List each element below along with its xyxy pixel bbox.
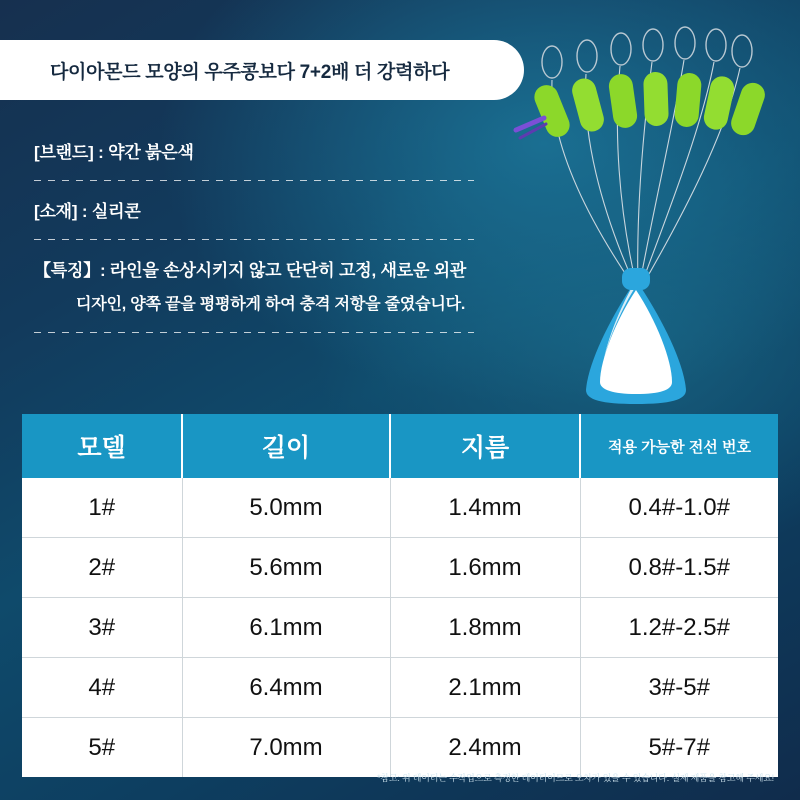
spec-divider — [34, 239, 474, 240]
cell-line-number: 1.2#-2.5# — [580, 598, 778, 658]
cell-line-number: 3#-5# — [580, 658, 778, 718]
cell-length: 6.4mm — [182, 658, 390, 718]
cell-length: 7.0mm — [182, 718, 390, 778]
cell-diameter: 1.8mm — [390, 598, 580, 658]
table-header-row — [22, 414, 778, 478]
product-image — [510, 18, 780, 408]
table-body — [22, 478, 778, 777]
cell-line-number: 0.4#-1.0# — [580, 478, 778, 538]
spec-table — [22, 414, 778, 777]
table-row — [22, 718, 778, 778]
cell-diameter: 1.4mm — [390, 478, 580, 538]
headline-banner — [0, 40, 524, 100]
headline-text: 다이아몬드 모양의 우주콩보다 7+2배 더 강력하다 — [50, 61, 450, 83]
spec-features-text: 【특징】: 라인을 손상시키지 않고 단단히 고정, 새로운 외관 — [34, 261, 467, 280]
footnote-text: *참고: 위 데이터는 수작업으로 측정한 데이터이므로 오차가 있을 수 있습니다. 실제 제품을 참고해 주세요! — [377, 773, 774, 783]
spec-brand-text: [브랜드] : 약간 붉은색 — [34, 143, 194, 162]
cell-model: 5# — [22, 718, 182, 778]
cell-line-number: 0.8#-1.5# — [580, 538, 778, 598]
cell-model: 3# — [22, 598, 182, 658]
cell-diameter: 2.4mm — [390, 718, 580, 778]
spec-row-brand — [34, 136, 474, 181]
cell-model: 2# — [22, 538, 182, 598]
table-row — [22, 538, 778, 598]
table-header — [22, 414, 778, 478]
product-illustration — [510, 18, 780, 408]
cell-length: 6.1mm — [182, 598, 390, 658]
spec-divider — [34, 332, 474, 333]
table-header-diameter: 지름 — [390, 414, 580, 478]
table-row — [22, 478, 778, 538]
table-header-length: 길이 — [182, 414, 390, 478]
table-row — [22, 658, 778, 718]
cell-line-number: 5#-7# — [580, 718, 778, 778]
spec-material-text: [소재] : 실리콘 — [34, 202, 141, 221]
cell-model: 1# — [22, 478, 182, 538]
spec-row-features — [34, 254, 474, 333]
spec-features-text-2: 디자인, 양쪽 끝을 평평하게 하여 충격 저항을 줄였습니다. — [76, 296, 466, 313]
cell-length: 5.6mm — [182, 538, 390, 598]
spec-list — [34, 136, 474, 347]
spec-divider — [34, 180, 474, 181]
spec-table-container — [22, 414, 778, 777]
table-row — [22, 598, 778, 658]
cell-diameter: 2.1mm — [390, 658, 580, 718]
spec-row-material — [34, 195, 474, 240]
cell-diameter: 1.6mm — [390, 538, 580, 598]
cell-model: 4# — [22, 658, 182, 718]
cell-length: 5.0mm — [182, 478, 390, 538]
table-header-line-number: 적용 가능한 전선 번호 — [580, 414, 778, 478]
table-header-model: 모델 — [22, 414, 182, 478]
